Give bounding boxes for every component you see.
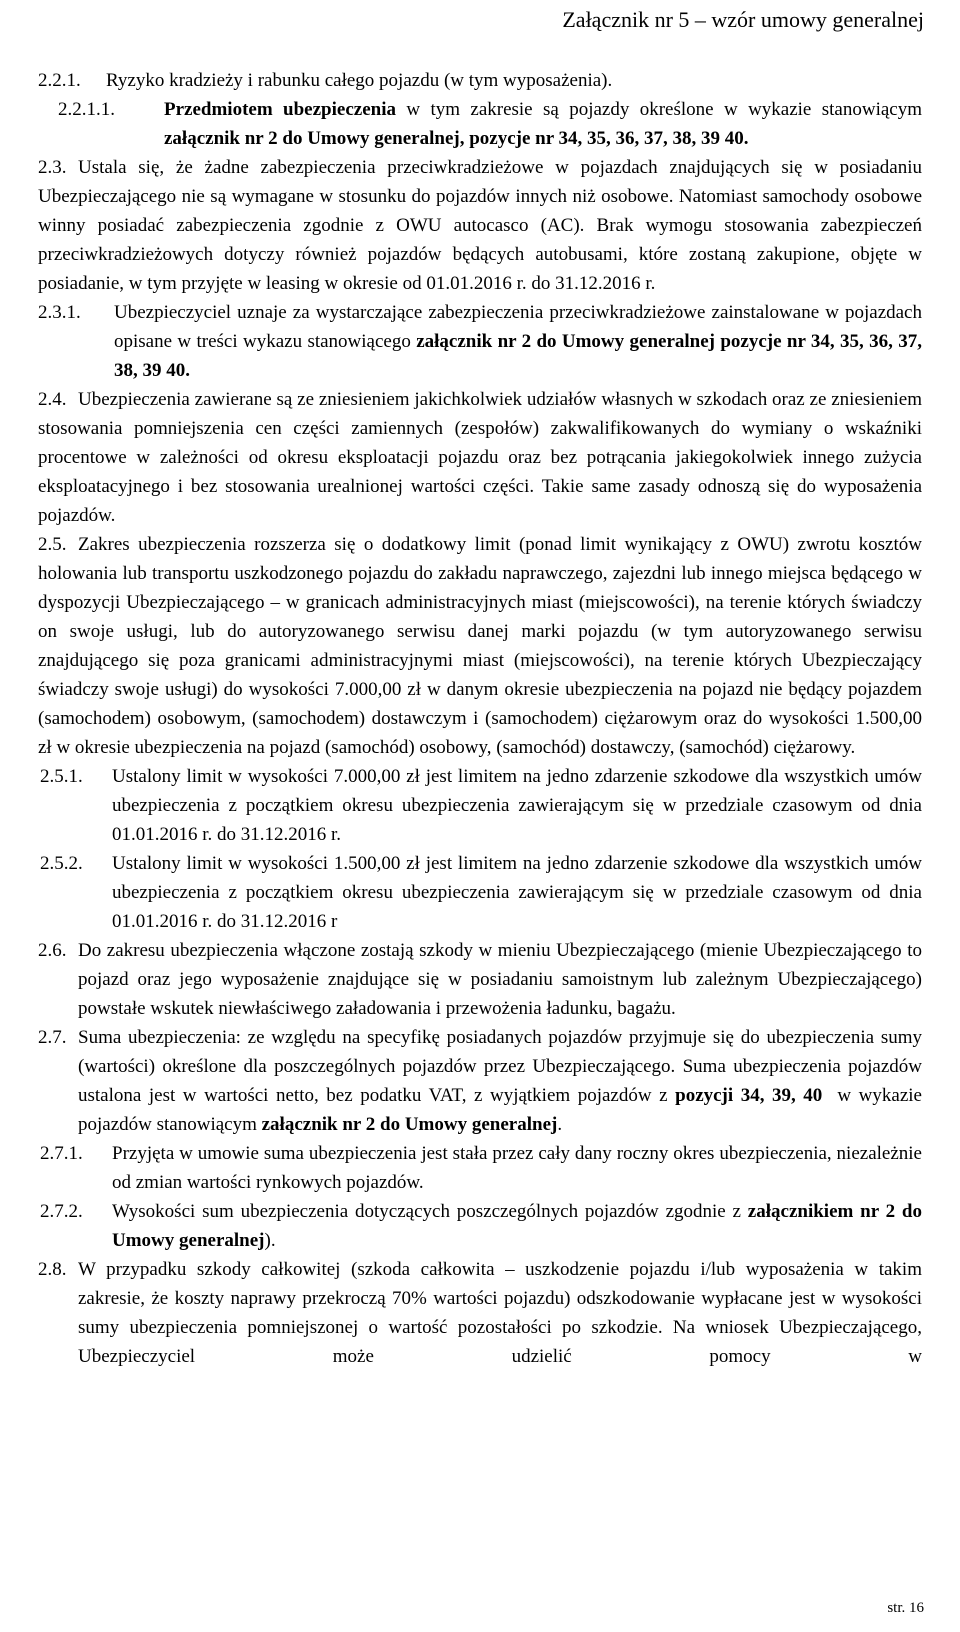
bold-text: załącznikiem nr 2 do Umowy generalnej [112, 1201, 922, 1251]
bold-text: załącznik nr 2 do Umowy generalnej pozycje nr 34, 35, 36, 37, 38, 39 40. [114, 331, 922, 381]
bold-text: pozycji 34, 39, 40 [675, 1085, 823, 1106]
section-number: 2.7.1. [40, 1143, 83, 1164]
section-text: Do zakresu ubezpieczenia włączone zostają szkody w mieniu Ubezpieczającego (mienie Ubezpieczającego to pojazd oraz jego wyposażenie znajdujące się w posiadaniu samoistnym lub zależnym Ubezpieczającego) powstałe wskutek niewłaściwego załadowania i przewożenia ładunku, bagażu. [78, 940, 922, 1019]
section-text: Ryzyko kradzieży i rabunku całego pojazdu (w tym wyposażenia). [106, 70, 613, 91]
section-text: W przypadku szkody całkowitej (szkoda całkowita – uszkodzenie pojazdu i/lub wyposażenia w takim zakresie, że koszty naprawy przekroczą 70% wartości pojazdu) odszkodowanie wypłacane jest w wysokości sumy ubezpieczenia pomniejszonej o wartość pozostałości po szkodzie. Na wniosek Ubezpieczającego, Ubezpieczyciel może udzielić pomocy w [78, 1259, 922, 1367]
section-2-4 [38, 385, 922, 530]
section-text [114, 298, 922, 385]
section-number: 2.7. [38, 1027, 67, 1048]
page-number: str. 16 [887, 1600, 924, 1616]
section-number: 2.2.1.1. [58, 99, 115, 120]
section-number: 2.5.2. [40, 853, 83, 874]
section-number: 2.7.2. [40, 1201, 83, 1222]
bold-text: Przedmiotem ubezpieczenia [164, 99, 396, 120]
section-2-8 [38, 1255, 922, 1371]
document-body [38, 60, 927, 1371]
section-2-3 [38, 153, 922, 298]
bold-text: załącznik nr 2 do Umowy generalnej, pozycje nr 34, 35, 36, 37, 38, 39 40. [164, 128, 749, 149]
section-text: Przyjęta w umowie suma ubezpieczenia jest stała przez cały dany roczny okres ubezpieczenia, niezależnie od zmian wartości rynkowych pojazdów. [112, 1143, 922, 1193]
section-2-6 [38, 936, 922, 1023]
plain-text: ). [264, 1230, 276, 1251]
section-2-7 [38, 1023, 927, 1139]
section-2-3-1 [38, 298, 922, 385]
section-text [78, 1023, 927, 1139]
section-text: Ubezpieczenia zawierane są ze zniesieniem jakichkolwiek udziałów własnych w szkodach oraz ze zniesieniem stosowania pomniejszenia cen części zamiennych (zespołów) zakwalifikowanych do wymiany o wskaźniki procentowe w zależności od okresu eksploatacji pojazdu oraz bez potrącania jakiegokolwiek innego zużycia eksploatacyjnego i bez stosowania urealnionej wartości części. Takie same zasady odnoszą się do wyposażenia pojazdów. [38, 389, 922, 526]
section-text: Ustalony limit w wysokości 1.500,00 zł jest limitem na jedno zdarzenie szkodowe dla wszystkich umów ubezpieczenia z początkiem okresu ubezpieczenia zawierającym się w przedziale czasowym od dnia 01.01.2016 r. do 31.12.2016 r [112, 853, 922, 932]
section-number: 2.8. [38, 1259, 67, 1280]
section-2-2-1 [38, 66, 922, 95]
section-number: 2.4. [38, 389, 67, 410]
section-number: 2.5.1. [40, 766, 83, 787]
section-number: 2.2.1. [38, 70, 81, 91]
section-2-5 [38, 530, 922, 762]
section-2-5-1 [38, 762, 922, 849]
section-number: 2.3.1. [38, 302, 81, 323]
plain-text: Wysokości sum ubezpieczenia dotyczących poszczególnych pojazdów zgodnie z [112, 1201, 748, 1222]
plain-text: w tym zakresie są pojazdy określone w wykazie stanowiącym [395, 99, 922, 120]
section-2-2-1-1 [38, 95, 922, 153]
plain-text: . [557, 1114, 563, 1135]
section-text: Ustala się, że żadne zabezpieczenia przeciwkradzieżowe w pojazdach znajdujących się w posiadaniu Ubezpieczającego nie są wymagane w stosunku do pojazdów innych niż osobowe. Natomiast samochody osobowe winny posiadać zabezpieczenia zgodnie z OWU autocasco (AC). Brak wymogu stosowania zabezpieczeń przeciwkradzieżowych dotyczy również pojazdów będących autobusami, które zostaną zakupione, objęte w posiadanie, w tym przyjęte w leasing w okresie od 01.01.2016 r. do 31.12.2016 r. [38, 157, 922, 294]
plain-text: Suma ubezpieczenia: ze względu na specyfikę posiadanych pojazdów przyjmuje się do ubezpieczenia sumy (wartości) określone dla poszczególnych pojazdów przez Ubezpieczającego. Suma ubezpieczenia pojazdów ustalona jest w wartości netto, bez podatku VAT, z wyjątkiem pojazdów z [78, 1027, 922, 1106]
plain-text: Ubezpieczyciel uznaje za wystarczające zabezpieczenia przeciwkradzieżowe zainstalowane w pojazdach opisane w treści wykazu stanowiącego [114, 302, 922, 352]
section-2-7-1 [38, 1139, 922, 1197]
section-2-5-2 [38, 849, 922, 936]
section-text: Zakres ubezpieczenia rozszerza się o dodatkowy limit (ponad limit wynikający z OWU) zwrotu kosztów holowania lub transportu uszkodzonego pojazdu do zakładu naprawczego, zajezdni lub innego miejsca będącego w dyspozycji Ubezpieczającego – w granicach administracyjnych miast (miejscowości), na terenie których świadczy on swoje usługi, lub do autoryzowanego serwisu danej marki pojazdu (w tym autoryzowanego serwisu znajdującego się poza granicami administracyjnymi miast (miejscowości), na terenie których Ubezpieczający świadczy swoje usługi) do wysokości 7.000,00 zł w danym okresie ubezpieczenia na pojazd nie będący pojazdem (samochodem) osobowym, (samochodem) dostawczym i (samochodem) ciężarowym oraz do wysokości 1.500,00 zł w okresie ubezpieczenia na pojazd (samochód) osobowy, (samochód) dostawczy, (samochód) ciężarowy. [38, 534, 922, 758]
page-header: Załącznik nr 5 – wzór umowy generalnej [562, 7, 924, 32]
section-number: 2.3. [38, 157, 67, 178]
section-number: 2.5. [38, 534, 67, 555]
section-text: Ustalony limit w wysokości 7.000,00 zł jest limitem na jedno zdarzenie szkodowe dla wszystkich umów ubezpieczenia z początkiem okresu ubezpieczenia zawierającym się w przedziale czasowym od dnia 01.01.2016 r. do 31.12.2016 r. [112, 766, 922, 845]
section-2-7-2 [38, 1197, 922, 1255]
section-text [112, 1197, 922, 1255]
bold-text: załącznik nr 2 do Umowy generalnej [261, 1114, 558, 1135]
plain-text: w wykazie pojazdów stanowiącym [78, 1085, 927, 1135]
section-number: 2.6. [38, 940, 67, 961]
section-text [164, 95, 922, 153]
